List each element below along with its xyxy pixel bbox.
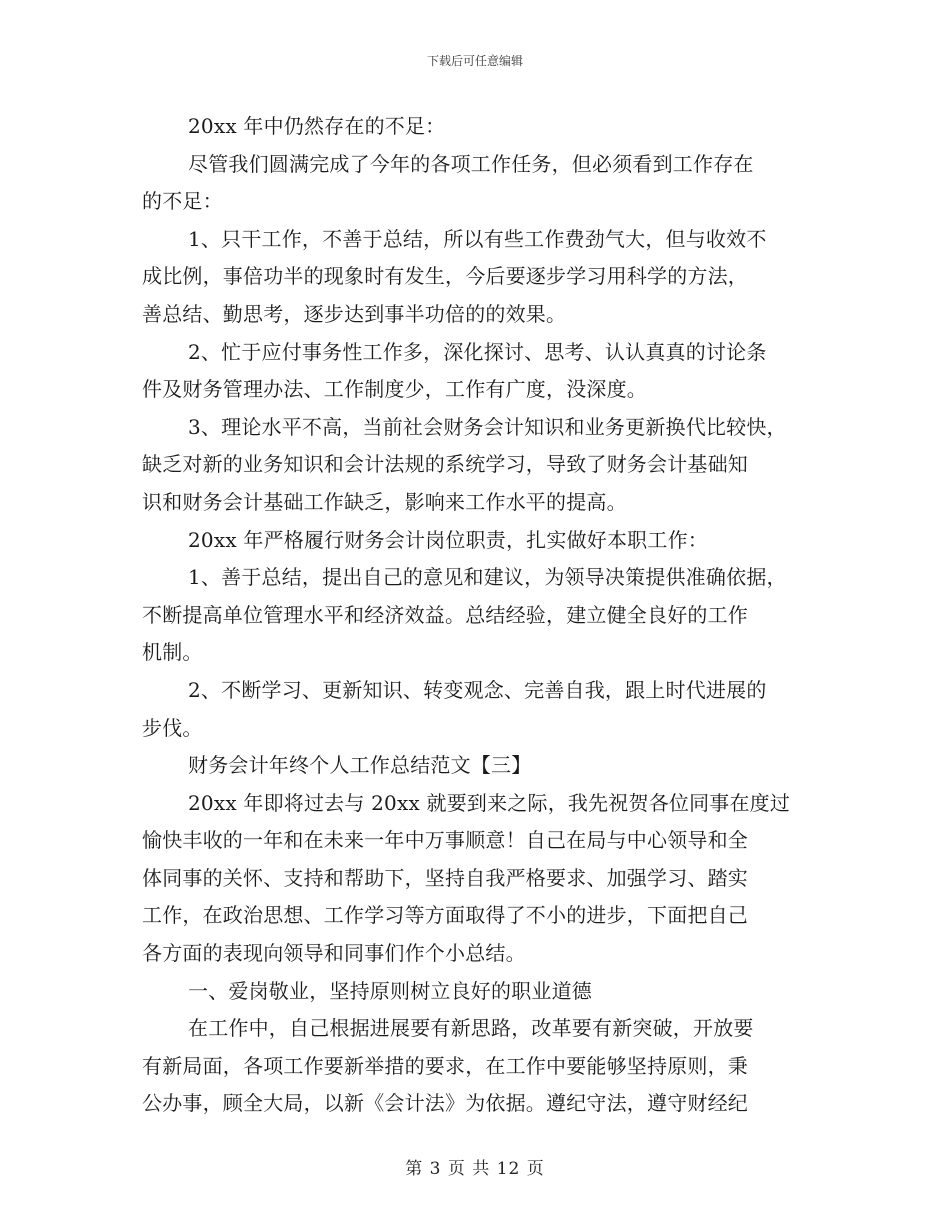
text-line: 步伐。 [142,715,203,740]
text-line: 20xx 年中仍然存在的不足： [188,114,446,138]
text-line: 各方面的表现向领导和同事们作个小总结。 [142,941,526,966]
text-line: 2、忙于应付事务性工作多，深化探讨、思考、认认真真的讨论条 [188,339,767,364]
text-line: 一、爱岗敬业，坚持原则树立良好的职业道德 [188,978,592,1003]
text-line: 20xx 年严格履行财务会计岗位职责，扎实做好本职工作： [188,527,708,552]
text-line: 不断提高单位管理水平和经济效益。总结经验，建立健全良好的工作 [142,602,748,627]
text-line: 愉快丰收的一年和在未来一年中万事顺意！自己在局与中心领导和全 [142,828,748,853]
document-body [142,108,832,1123]
text-line: 公办事，顾全大局，以新《会计法》为依据。遵纪守法，遵守财经纪 [142,1091,748,1116]
text-line: 1、只干工作，不善于总结，所以有些工作费劲气大，但与收效不 [188,226,767,251]
page-header: 下载后可任意编辑 [426,54,523,68]
text-line: 善总结、勤思考，逐步达到事半功倍的的效果。 [142,301,567,326]
text-line: 工作，在政治思想、工作学习等方面取得了不小的进步，下面把自己 [142,903,748,928]
text-line: 的不足： [142,189,223,214]
page-number-footer: 第 3 页 共 12 页 [405,1159,545,1179]
text-line: 尽管我们圆满完成了今年的各项工作任务，但必须看到工作存在 [188,151,754,176]
text-line: 体同事的关怀、支持和帮助下，坚持自我严格要求、加强学习、踏实 [142,865,748,890]
text-line: 机制。 [142,640,203,665]
text-line: 成比例，事倍功半的现象时有发生，今后要逐步学习用科学的方法， [142,264,748,289]
text-line: 20xx 年即将过去与 20xx 就要到来之际，我先祝贺各位同事在度过 [188,790,791,815]
text-line: 在工作中，自己根据进展要有新思路，改革要有新突破，开放要 [188,1016,754,1041]
text-line: 件及财务管理办法、工作制度少，工作有广度，没深度。 [142,377,647,402]
text-line: 缺乏对新的业务知识和会计法规的系统学习，导致了财务会计基础知 [142,452,748,477]
text-line: 识和财务会计基础工作缺乏，影响来工作水平的提高。 [142,489,627,514]
text-line: 有新局面，各项工作要新举措的要求，在工作中要能够坚持原则，秉 [142,1053,748,1078]
text-line: 3、理论水平不高，当前社会财务会计知识和业务更新换代比较快， [188,414,787,439]
text-line: 1、善于总结，提出自己的意见和建议，为领导决策提供准确依据， [188,565,787,590]
text-line: 2、不断学习、更新知识、转变观念、完善自我，跟上时代进展的 [188,677,767,702]
text-line: 财务会计年终个人工作总结范文【三】 [188,753,532,778]
